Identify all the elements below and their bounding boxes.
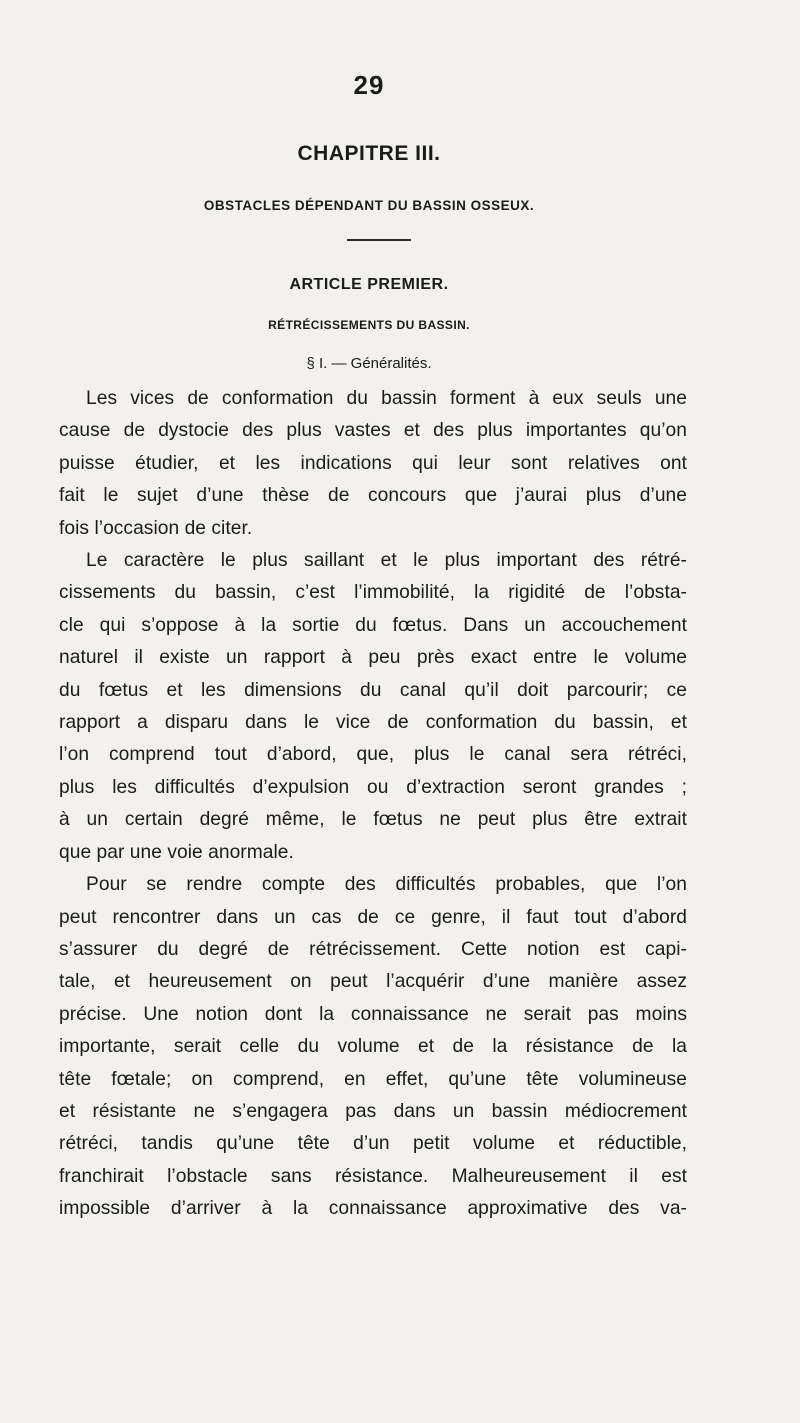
text-line: tale, et heureusement on peut l’acquérir d’une manière assez: [59, 971, 687, 993]
text-line: Pour se rendre compte des difficultés probables, que l’on: [86, 874, 687, 896]
article-subtitle: RÉTRÉCISSEMENTS DU BASSIN.: [268, 318, 470, 332]
section-divider: [347, 239, 411, 241]
text-line: rapport a disparu dans le vice de conformation du bassin, et: [59, 712, 687, 734]
text-line: tête fœtale; on comprend, en effet, qu’une tête volumineuse: [59, 1068, 687, 1090]
text-line: Le caractère le plus saillant et le plus important des rétré-: [86, 550, 687, 572]
paragraph: [59, 545, 687, 869]
text-line: cle qui s’oppose à la sortie du fœtus. Dans un accouchement: [59, 614, 687, 636]
text-line: du fœtus et les dimensions du canal qu’il doit parcourir; ce: [59, 679, 687, 701]
article-title: ARTICLE PREMIER.: [289, 276, 449, 293]
paragraph: [59, 383, 687, 545]
text-line: cause de dystocie des plus vastes et des plus importantes qu’on: [59, 420, 687, 442]
text-line: l’on comprend tout d’abord, que, plus le canal sera rétréci,: [59, 744, 687, 766]
text-line: cissements du bassin, c’est l’immobilité, la rigidité de l’obsta-: [59, 582, 687, 604]
page-number: 29: [353, 70, 385, 100]
text-line: plus les difficultés d’expulsion ou d’extraction seront grandes ;: [59, 776, 687, 798]
text-line: impossible d’arriver à la connaissance approximative des va-: [59, 1198, 687, 1220]
text-line: s’assurer du degré de rétrécissement. Cette notion est capi-: [59, 938, 687, 960]
chapter-title: CHAPITRE III.: [297, 142, 441, 165]
paragraph: [59, 869, 687, 1225]
text-line: précise. Une notion dont la connaissance ne serait pas moins: [59, 1003, 687, 1025]
chapter-subtitle: OBSTACLES DÉPENDANT DU BASSIN OSSEUX.: [203, 198, 535, 213]
text-line: que par une voie anormale.: [59, 841, 294, 863]
text-line: fait le sujet d’une thèse de concours que j’aurai plus d’une: [59, 485, 687, 507]
text-line: Les vices de conformation du bassin forment à eux seuls une: [86, 388, 687, 409]
text-line: fois l’occasion de citer.: [59, 517, 253, 539]
text-line: importante, serait celle du volume et de la résistance de la: [59, 1036, 687, 1058]
text-line: naturel il existe un rapport à peu près exact entre le volume: [59, 647, 687, 669]
text-line: puisse étudier, et les indications qui leur sont relatives ont: [59, 452, 687, 474]
text-line: rétréci, tandis qu’une tête d’un petit volume et réductible,: [59, 1133, 687, 1155]
text-line: franchirait l’obstacle sans résistance. Malheureusement il est: [59, 1165, 687, 1187]
section-heading: § I. — Généralités.: [306, 355, 432, 372]
body-text: [59, 383, 687, 1226]
text-line: peut rencontrer dans un cas de ce genre, il faut tout d’abord: [59, 906, 687, 928]
text-line: à un certain degré même, le fœtus ne peut plus être extrait: [59, 809, 687, 831]
text-line: et résistante ne s’engagera pas dans un bassin médiocrement: [59, 1100, 687, 1122]
